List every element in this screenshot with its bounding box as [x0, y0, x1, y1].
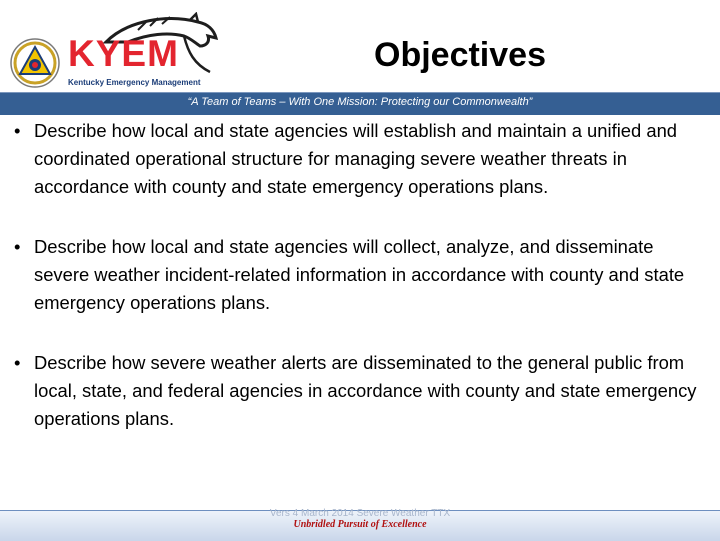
motto-bar	[0, 92, 720, 115]
objective-text: Describe how severe weather alerts are disseminated to the general public from local, state, and federal agencies in accordance with county and state emergency operations plans.	[34, 352, 697, 429]
motto-text: “A Team of Teams – With One Mission: Protecting our Commonwealth”	[187, 96, 533, 108]
kyem-logo-text: KYEM	[68, 33, 179, 74]
objective-text: Describe how local and state agencies will establish and maintain a unified and coordinated operational structure for managing severe weather threats in accordance with county and state emergency operations plans.	[34, 120, 678, 197]
objective-item	[14, 117, 704, 201]
objective-item	[14, 233, 704, 317]
kyem-logo-subtitle: Kentucky Emergency Management	[68, 78, 201, 87]
footer-slogan: Unbridled Pursuit of Excellence	[293, 519, 427, 530]
objective-item	[14, 349, 704, 433]
bullet-icon: •	[14, 352, 21, 373]
bullet-icon: •	[14, 120, 21, 141]
page-title: Objectives	[374, 36, 546, 74]
footer-version: Vers 4 March 2014 Severe Weather TTX	[269, 508, 451, 519]
objective-text: Describe how local and state agencies will collect, analyze, and disseminate severe weather incident-related information in accordance with county and state emergency operations plans.	[34, 236, 685, 313]
bullet-icon: •	[14, 236, 21, 257]
slide-header	[0, 0, 720, 92]
objectives-list	[14, 117, 704, 433]
kentucky-seal-icon	[10, 38, 60, 88]
